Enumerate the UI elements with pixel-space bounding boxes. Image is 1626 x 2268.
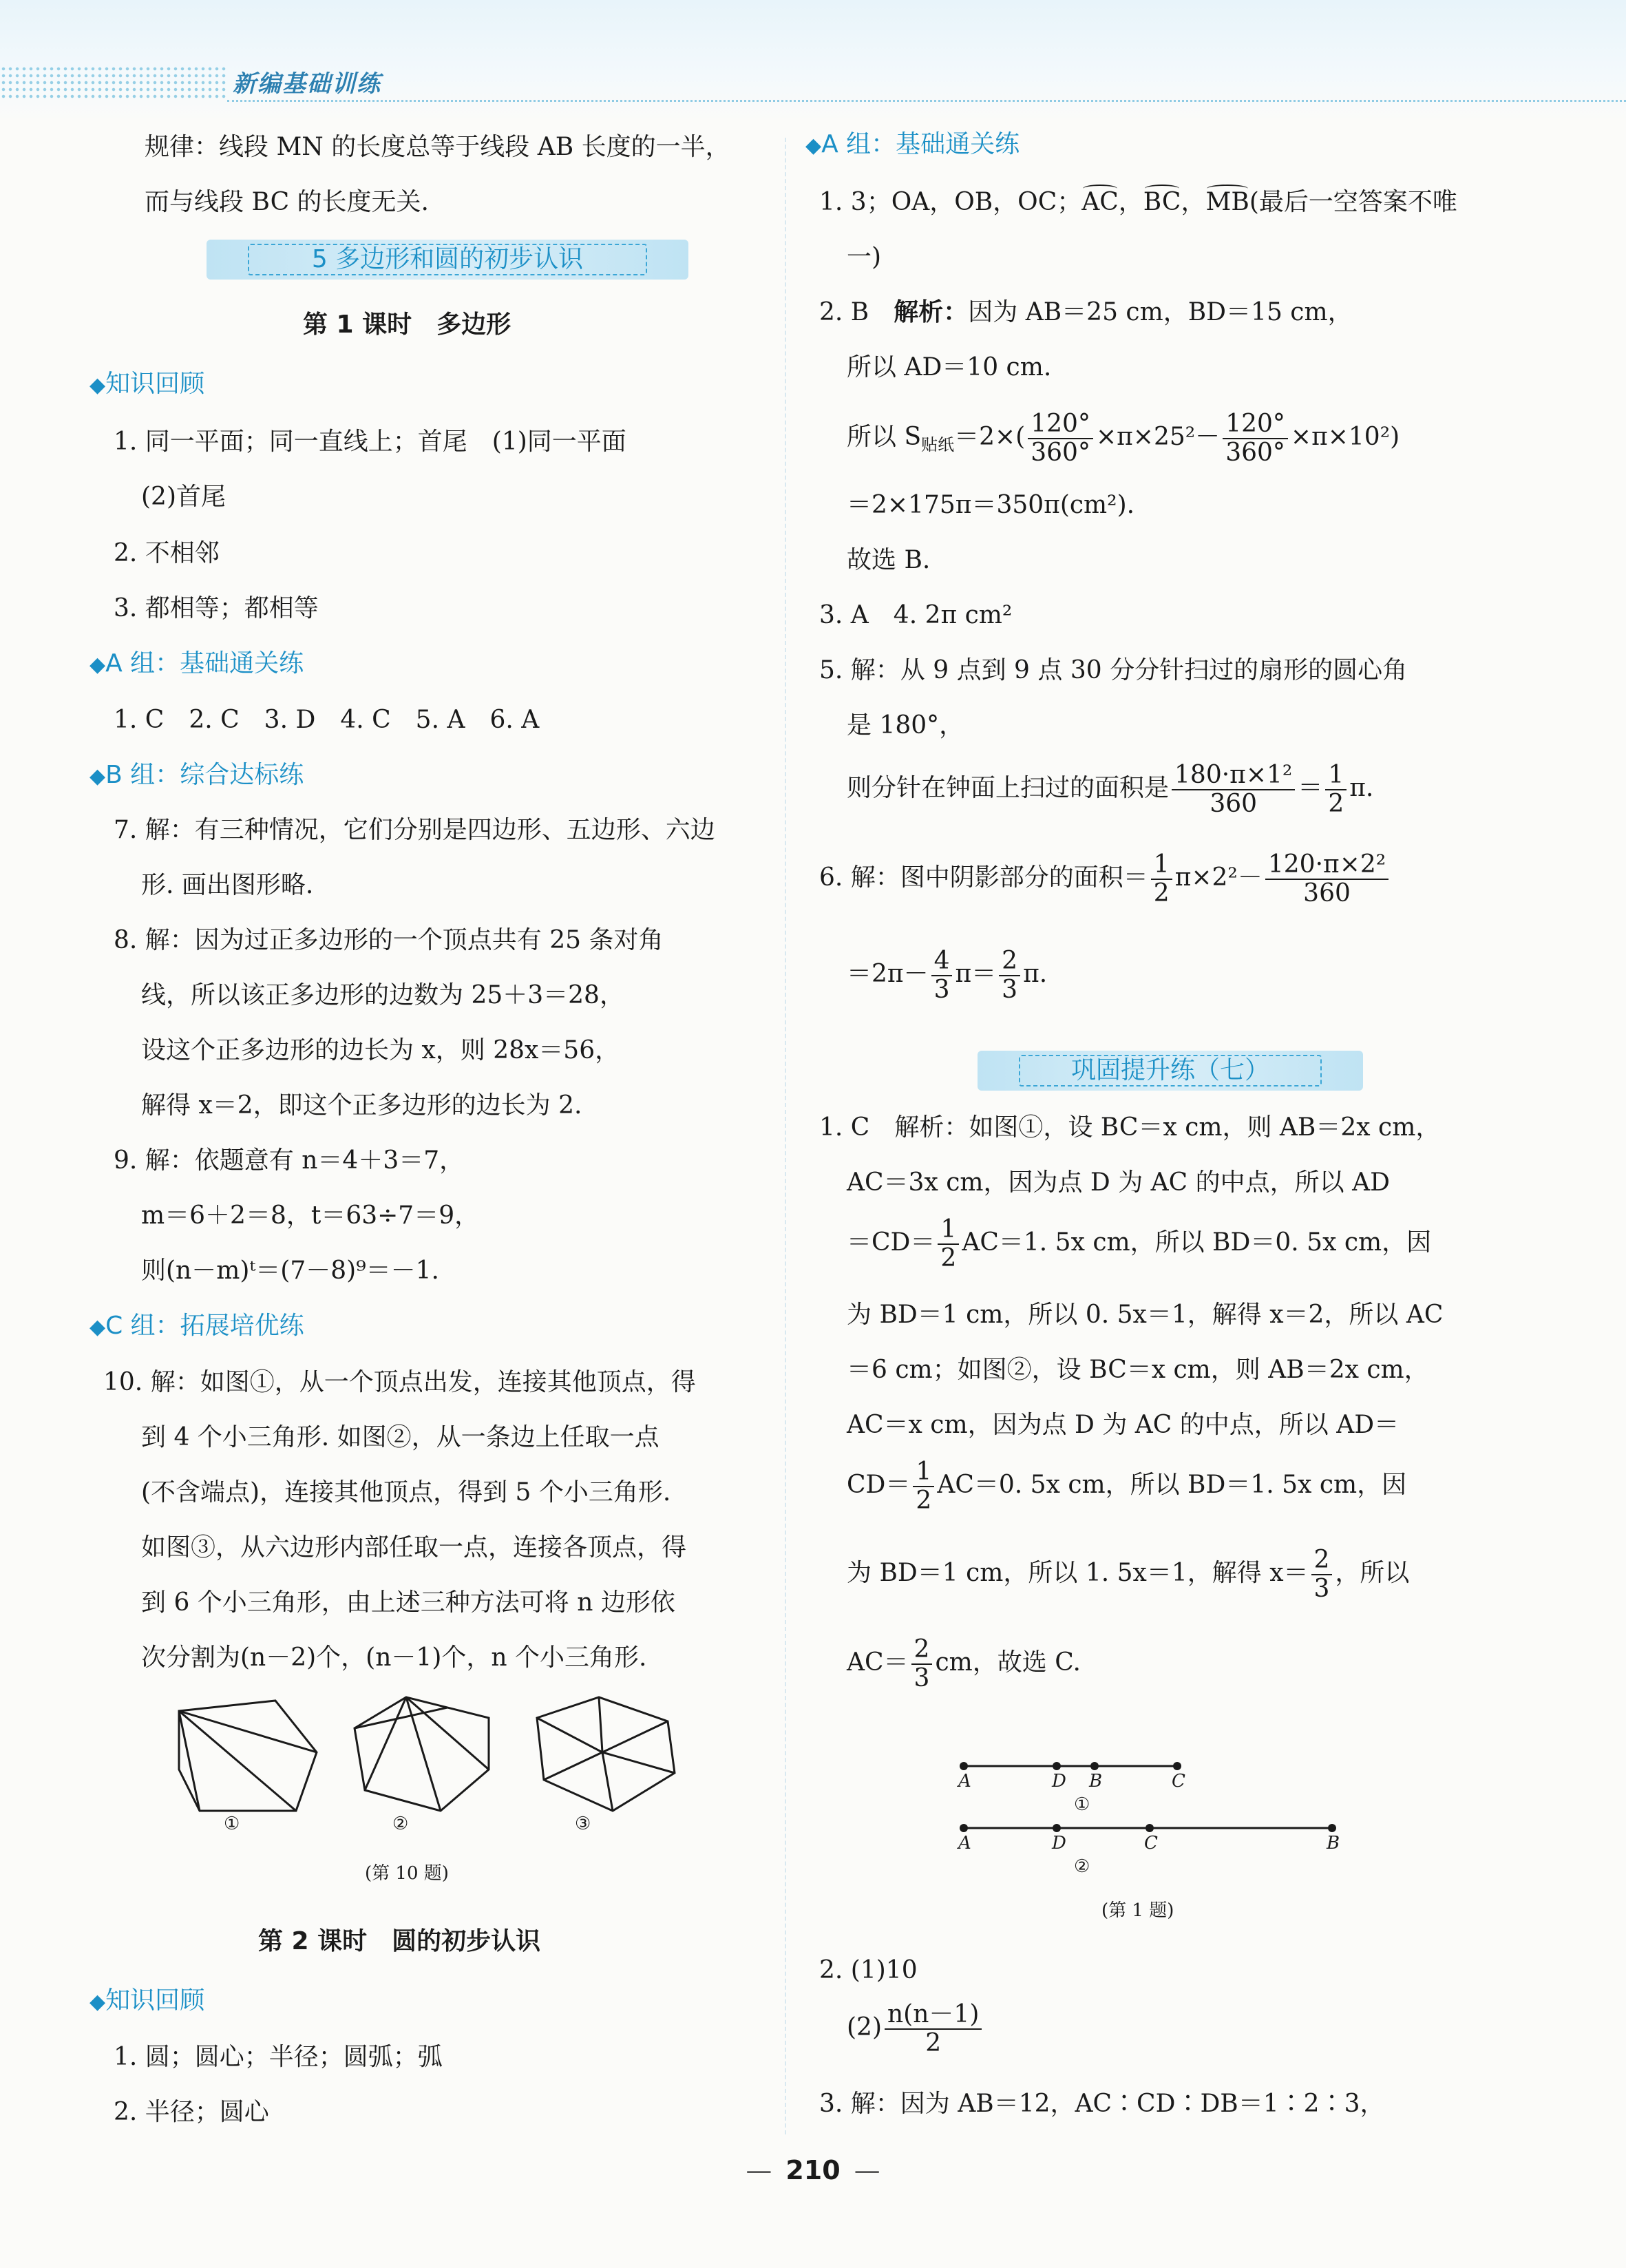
formula-line: ＝CD＝ $\frac{1}{2}$ AC＝1. 5x cm，所以 BD＝0. 5x cm，因 (847, 1215, 1432, 1272)
answer-line: 所以 AD＝10 cm. (847, 353, 1052, 381)
answer-line: 3. A 4. 2π cm² (819, 601, 1013, 629)
figure-caption: (第 10 题) (365, 1863, 449, 1884)
answer-line: ＝2×175π＝350π(cm²). (847, 491, 1135, 519)
point-label: D (1052, 1833, 1066, 1854)
answer-line: 1. C 解析：如图①，设 BC＝x cm，则 AB＝2x cm， (819, 1113, 1441, 1142)
text-line: 规律：线段 MN 的长度总等于线段 AB 长度的一半， (145, 133, 730, 161)
hexagon-partition-figures (172, 1694, 750, 1845)
answer-line: 10. 解：如图①，从一个顶点出发，连接其他顶点，得 (103, 1368, 696, 1396)
diamond-icon: ◆ (89, 373, 106, 397)
diamond-icon: ◆ (805, 134, 822, 158)
figure-label: ② (392, 1814, 409, 1834)
section-ribbon (978, 1051, 1363, 1091)
point-label: B (1089, 1771, 1103, 1792)
formula-line: AC＝ $\frac{2}{3}$ cm，故选 C. (847, 1635, 1081, 1692)
formula-line: CD＝ $\frac{1}{2}$ AC＝0. 5x cm，所以 BD＝1. 5x cm，因 (847, 1458, 1407, 1515)
answer-line: (不含端点)，连接其他顶点，得到 5 个小三角形. (141, 1478, 671, 1506)
point-label: A (958, 1771, 971, 1792)
point-label: D (1052, 1771, 1066, 1792)
diamond-icon: ◆ (89, 764, 106, 788)
answer-line: m＝6＋2＝8，t＝63÷7＝9， (141, 1201, 480, 1230)
formula-line: ＝2π－ $\frac{4}{3}$ π＝ $\frac{2}{3}$ π. (847, 947, 1048, 1004)
answer-line: 7. 解：有三种情况，它们分别是四边形、五边形、六边 (114, 816, 715, 844)
answer-line: 一) (847, 243, 882, 271)
lesson-title: 第 1 课时 多边形 (303, 311, 511, 339)
formula-line: 为 BD＝1 cm，所以 1. 5x＝1，解得 x＝ $\frac{2}{3}$ ，所以 (847, 1546, 1410, 1603)
answer-line: 2. (1)10 (819, 1956, 918, 1984)
answer-line: 到 4 个小三角形. 如图②，从一条边上任取一点 (141, 1423, 659, 1451)
answer-line: 则(n－m)ᵗ＝(7－8)⁹＝－1. (141, 1257, 439, 1285)
section-heading: ◆知识回顾 (89, 370, 205, 398)
answer-line: 解得 x＝2，即这个正多边形的边长为 2. (141, 1091, 582, 1120)
point-label: A (958, 1833, 971, 1854)
text-line: 而与线段 BC 的长度无关. (145, 188, 429, 216)
answer-line: 2. 不相邻 (114, 539, 220, 567)
section-heading: ◆知识回顾 (89, 1986, 205, 2015)
section-heading: ◆A 组：基础通关练 (805, 130, 1020, 158)
section-heading: ◆C 组：拓展培优练 (89, 1312, 304, 1340)
diamond-icon: ◆ (89, 653, 106, 677)
section-ribbon-title: 5 多边形和圆的初步认识 (248, 244, 647, 275)
answer-line: 如图③，从六边形内部任取一点，连接各顶点，得 (141, 1533, 687, 1562)
point-label: B (1327, 1833, 1340, 1854)
answer-line: AC＝x cm，因为点 D 为 AC 的中点，所以 AD＝ (847, 1411, 1400, 1439)
formula-line: (2) $\frac{n(n-1)}{2}$ (847, 1997, 984, 2059)
figure-label: ③ (575, 1814, 591, 1834)
point-label: C (1144, 1833, 1158, 1854)
page-number: — 210 — (746, 2155, 880, 2185)
answer-line: 形. 画出图形略. (141, 871, 314, 899)
answer-line: 1. 圆；圆心；半径；圆弧；弧 (114, 2043, 443, 2071)
answer-line: 线，所以该正多边形的边数为 25＋3＝28， (141, 981, 624, 1009)
answer-line: 到 6 个小三角形，由上述三种方法可将 n 边形依 (141, 1588, 675, 1617)
lesson-title: 第 2 课时 圆的初步认识 (258, 1927, 541, 1955)
segment-figure-1 (950, 1756, 1335, 1797)
answer-line: 1. C 2. C 3. D 4. C 5. A 6. A (114, 706, 540, 734)
section-ribbon-title: 巩固提升练（七） (1019, 1055, 1322, 1086)
figure-caption: (第 1 题) (1101, 1900, 1174, 1921)
section-heading: ◆B 组：综合达标练 (89, 761, 304, 789)
answer-line: 5. 解：从 9 点到 9 点 30 分分针扫过的扇形的圆心角 (819, 656, 1408, 684)
column-divider (785, 138, 786, 2134)
answer-line: 设这个正多边形的边长为 x，则 28x＝56， (141, 1036, 620, 1064)
figure-label: ② (1074, 1856, 1090, 1877)
figure-label: ① (224, 1814, 240, 1834)
header-rule (227, 100, 1626, 102)
answer-line: 9. 解：依题意有 n＝4＋3＝7， (114, 1146, 465, 1175)
formula-line: 6. 解：图中阴影部分的面积＝ $\frac{1}{2}$ π×2²－ $\frac{\text{120·π×2²}}{360}$ (819, 847, 1391, 909)
section-heading: ◆A 组：基础通关练 (89, 649, 304, 678)
diamond-icon: ◆ (89, 1315, 106, 1339)
header-dot-pattern (0, 65, 227, 100)
answer-line: ＝6 cm；如图②，设 BC＝x cm，则 AB＝2x cm， (847, 1356, 1429, 1384)
answer-line: 1. 3；OA，OB，OC；AC，BC，MB(最后一空答案不唯 (819, 186, 1457, 219)
answer-line: 2. B 解析：因为 AB＝25 cm，BD＝15 cm， (819, 298, 1353, 326)
section-ribbon (207, 240, 688, 280)
answer-line: (2)首尾 (141, 483, 226, 511)
formula-line: 所以 $S_{贴纸}=2\times$( $\frac{120^\circ}{360^\circ}$ ×π×25²－ $\frac{120^\circ}{360^\circ}$ ×π×10²) (847, 410, 1400, 467)
diamond-icon: ◆ (89, 1990, 106, 2014)
answer-line: 2. 半径；圆心 (114, 2098, 269, 2126)
answer-line: 次分割为(n－2)个，(n－1)个，n 个小三角形. (141, 1644, 647, 1672)
answer-line: 8. 解：因为过正多边形的一个顶点共有 25 条对角 (114, 926, 664, 954)
answer-line: 1. 同一平面；同一直线上；首尾 (1)同一平面 (114, 428, 626, 456)
header-title: 新编基础训练 (233, 70, 381, 98)
header-band (0, 0, 1626, 120)
answer-line: AC＝3x cm，因为点 D 为 AC 的中点，所以 AD (847, 1168, 1390, 1197)
figure-label: ① (1074, 1794, 1090, 1815)
answer-line: 为 BD＝1 cm，所以 0. 5x＝1，解得 x＝2，所以 AC (847, 1301, 1444, 1329)
answer-line: 故选 B. (847, 546, 931, 574)
formula-line: 则分针在钟面上扫过的面积是 $\frac{\text{180·π×1²}}{360}$ ＝ $\frac{1}{2}$ π. (847, 761, 1374, 818)
answer-line: 3. 解：因为 AB＝12，AC∶CD∶DB＝1∶2∶3， (819, 2090, 1385, 2118)
point-label: C (1172, 1771, 1185, 1792)
answer-line: 3. 都相等；都相等 (114, 594, 319, 622)
answer-line: 是 180°， (847, 711, 964, 739)
